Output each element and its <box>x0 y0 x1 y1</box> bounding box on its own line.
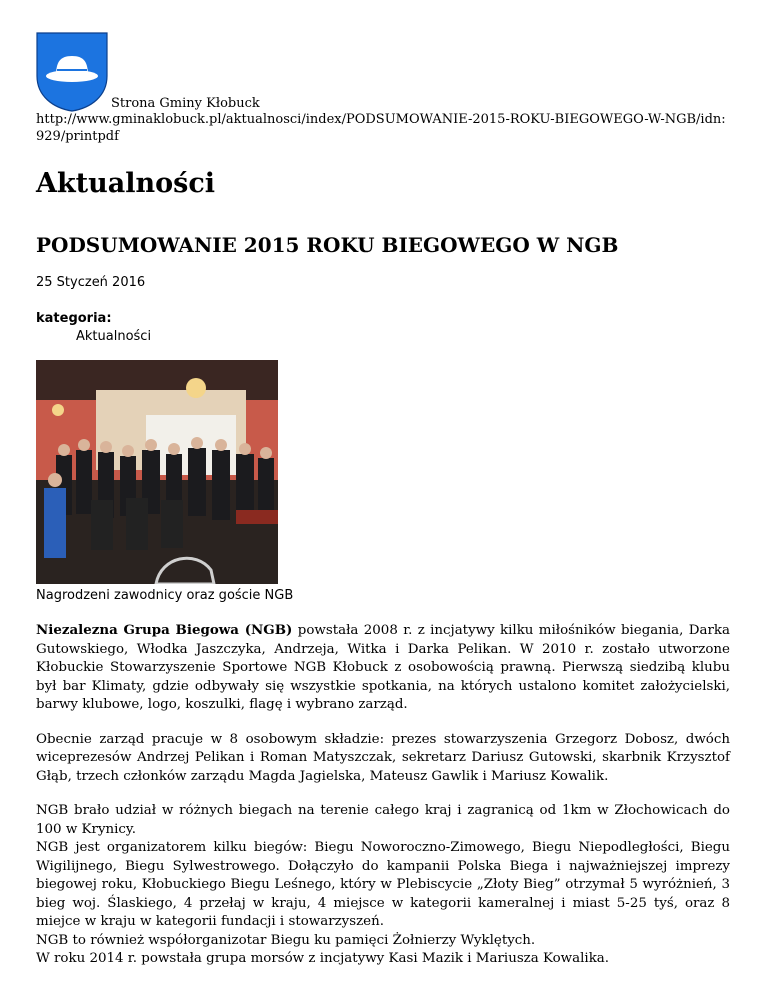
category-value: Aktualności <box>76 329 152 344</box>
paragraph-history <box>36 621 730 715</box>
article-photo <box>36 360 278 584</box>
site-name: Strona Gminy Kłobuck <box>111 96 260 111</box>
article-date: 25 Styczeń 2016 <box>36 275 146 290</box>
activities-line: NGB jest organizatorem kilku biegów: Biegu Noworoczno-Zimowego, Biegu Niepodległości, Biegu Wigilijnego, Biegu Sylwestrowego. Dołączyło do kampanii Polska Biega i najważniejszej imprezy biegowej roku, Kłobuckiego Biegu Leśnego, który w Plebiscycie „Złoty Bieg” otrzymał 5 wyróżnień, 3 bieg woj. Ślaskiego, 4 przełaj w kraju, 4 miejsce w kategorii kameralnej i miast 5-25 tyś, oraz 8 miejce w kraju w kategorii fundacji i stowarzyszeń. <box>36 840 730 929</box>
activities-line: NGB to również współorganizotar Biegu ku pamięci Żołnierzy Wyklętych. <box>36 932 536 948</box>
print-page <box>36 30 730 969</box>
photo-caption: Nagrodzeni zawodnicy oraz goście NGB <box>36 588 294 603</box>
article-title: PODSUMOWANIE 2015 ROKU BIEGOWEGO W NGB <box>36 233 619 257</box>
activities-line: W roku 2014 r. powstała grupa morsów z incjatywy Kasi Mazik i Mariusza Kowalika. <box>36 951 610 966</box>
paragraph-activities <box>36 802 730 969</box>
municipality-crest-icon <box>36 32 108 112</box>
activities-line: NGB brało udział w różnych biegach na terenie całego kraj i zagranicą od 1km w Złochowicach do 100 w Krynicy. <box>36 803 730 837</box>
page-url: http://www.gminaklobuck.pl/aktualnosci/index/PODSUMOWANIE-2015-ROKU-BIEGOWEGO-W-NGB/idn:929/printpdf <box>36 112 726 144</box>
paragraph-board: Obecnie zarząd pracuje w 8 osobowym składzie: prezes stowarzyszenia Grzegorz Dobosz, dwóch wiceprezesów Andrzej Pelikan i Roman Matyszczak, sekretarz Dariusz Gutowski, skarbnik Krzysztof Głąb, trzech członków zarządu Magda Jagielska, Mateusz Gawlik i Mariusz Kowalik. <box>36 731 730 784</box>
paragraph-history-text: powstała 2008 r. z incjatywy kilku miłośników biegania, Darka Gutowskiego, Włodka Jaszczyka, Andrzeja, Witka i Darka Pelikan. W 2010 r. zostało utworzone Kłobuckie Stowarzyszenie Sportowe NGB Kłobuck z osobowością prawną. Pierwszą siedzibą klubu był bar Klimaty, gdzie odbywały się wszystkie spotkania, na których ustalono komitet założycielski, barwy klubowe, logo, koszulki, flagę i wybrano zarząd. <box>36 623 730 712</box>
group-name: Niezalezna Grupa Biegowa (NGB) <box>36 622 293 638</box>
category-label: kategoria: <box>36 311 112 326</box>
section-title: Aktualności <box>36 168 216 199</box>
page-header <box>36 30 730 110</box>
